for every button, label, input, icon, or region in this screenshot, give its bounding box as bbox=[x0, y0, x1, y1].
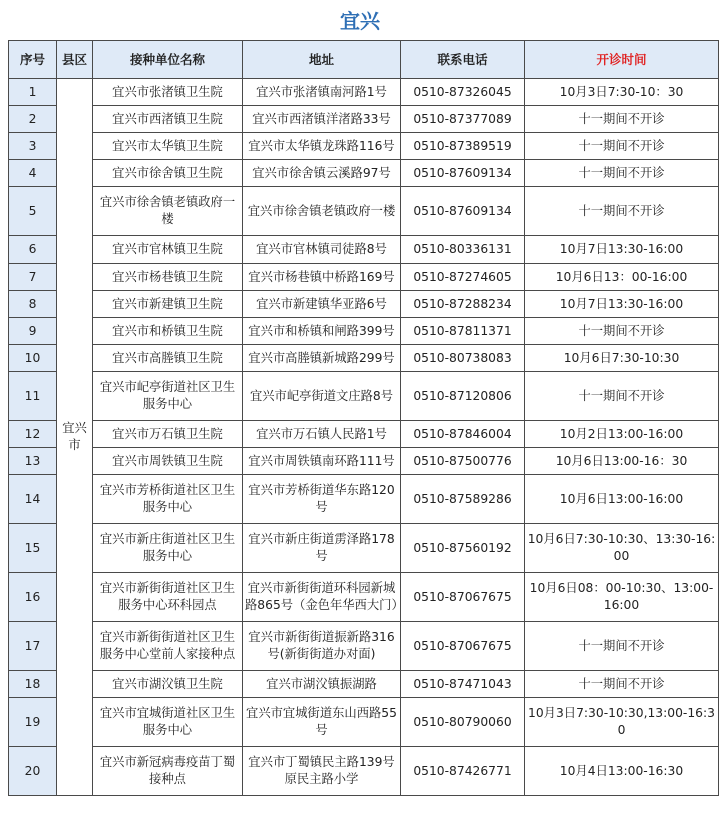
phone-cell: 0510-87274605 bbox=[401, 264, 525, 291]
table-row bbox=[9, 264, 719, 291]
phone-cell: 0510-87609134 bbox=[401, 160, 525, 187]
address-cell: 宜兴市新建镇华亚路6号 bbox=[243, 291, 401, 318]
header-county: 县区 bbox=[57, 41, 93, 79]
hours-cell: 10月3日7:30-10:30,13:00-16:30 bbox=[525, 698, 719, 747]
phone-cell: 0510-80336131 bbox=[401, 236, 525, 264]
address-cell: 宜兴市新街街道环科园新城路865号（金色年华西大门） bbox=[243, 573, 401, 622]
table-row bbox=[9, 747, 719, 796]
unit-name-cell: 宜兴市杨巷镇卫生院 bbox=[93, 264, 243, 291]
address-cell: 宜兴市湖㳇镇振湖路 bbox=[243, 671, 401, 698]
hours-cell: 10月6日7:30-10:30 bbox=[525, 345, 719, 372]
row-number-cell: 6 bbox=[9, 236, 57, 264]
address-cell: 宜兴市西渚镇洋渚路33号 bbox=[243, 106, 401, 133]
address-cell: 宜兴市新庄街道雳泽路178号 bbox=[243, 524, 401, 573]
phone-cell: 0510-87811371 bbox=[401, 318, 525, 345]
unit-name-cell: 宜兴市和桥镇卫生院 bbox=[93, 318, 243, 345]
phone-cell: 0510-87377089 bbox=[401, 106, 525, 133]
address-cell: 宜兴市和桥镇和闸路399号 bbox=[243, 318, 401, 345]
phone-cell: 0510-87389519 bbox=[401, 133, 525, 160]
row-number-cell: 17 bbox=[9, 622, 57, 671]
unit-name-cell: 宜兴市西渚镇卫生院 bbox=[93, 106, 243, 133]
unit-name-cell: 宜兴市新街街道社区卫生服务中心堂前人家接种点 bbox=[93, 622, 243, 671]
phone-cell: 0510-87846004 bbox=[401, 421, 525, 448]
table-row bbox=[9, 421, 719, 448]
hours-cell: 十一期间不开诊 bbox=[525, 671, 719, 698]
phone-cell: 0510-87426771 bbox=[401, 747, 525, 796]
address-cell: 宜兴市芳桥街道华东路120号 bbox=[243, 475, 401, 524]
unit-name-cell: 宜兴市芳桥街道社区卫生服务中心 bbox=[93, 475, 243, 524]
row-number-cell: 9 bbox=[9, 318, 57, 345]
table-row bbox=[9, 106, 719, 133]
header-unit-name: 接种单位名称 bbox=[93, 41, 243, 79]
row-number-cell: 2 bbox=[9, 106, 57, 133]
hours-cell: 10月4日13:00-16:30 bbox=[525, 747, 719, 796]
row-number-cell: 12 bbox=[9, 421, 57, 448]
county-cell: 宜兴市 bbox=[57, 79, 93, 796]
phone-cell: 0510-80790060 bbox=[401, 698, 525, 747]
unit-name-cell: 宜兴市太华镇卫生院 bbox=[93, 133, 243, 160]
phone-cell: 0510-80738083 bbox=[401, 345, 525, 372]
address-cell: 宜兴市太华镇龙珠路116号 bbox=[243, 133, 401, 160]
address-cell: 宜兴市徐舍镇老镇政府一楼 bbox=[243, 187, 401, 236]
address-cell: 宜兴市张渚镇南河路1号 bbox=[243, 79, 401, 106]
address-cell: 宜兴市宜城街道东山西路55号 bbox=[243, 698, 401, 747]
header-no: 序号 bbox=[9, 41, 57, 79]
phone-cell: 0510-87471043 bbox=[401, 671, 525, 698]
table-row bbox=[9, 573, 719, 622]
unit-name-cell: 宜兴市周铁镇卫生院 bbox=[93, 448, 243, 475]
table-row bbox=[9, 372, 719, 421]
phone-cell: 0510-87500776 bbox=[401, 448, 525, 475]
phone-cell: 0510-87560192 bbox=[401, 524, 525, 573]
row-number-cell: 15 bbox=[9, 524, 57, 573]
row-number-cell: 4 bbox=[9, 160, 57, 187]
table-row bbox=[9, 671, 719, 698]
hours-cell: 十一期间不开诊 bbox=[525, 622, 719, 671]
unit-name-cell: 宜兴市张渚镇卫生院 bbox=[93, 79, 243, 106]
unit-name-cell: 宜兴市宜城街道社区卫生服务中心 bbox=[93, 698, 243, 747]
hours-cell: 10月7日13:30-16:00 bbox=[525, 236, 719, 264]
unit-name-cell: 宜兴市湖㳇镇卫生院 bbox=[93, 671, 243, 698]
phone-cell: 0510-87067675 bbox=[401, 622, 525, 671]
table-row bbox=[9, 318, 719, 345]
row-number-cell: 8 bbox=[9, 291, 57, 318]
address-cell: 宜兴市屺亭街道文庄路8号 bbox=[243, 372, 401, 421]
unit-name-cell: 宜兴市万石镇卫生院 bbox=[93, 421, 243, 448]
row-number-cell: 19 bbox=[9, 698, 57, 747]
hours-cell: 10月6日13:00-16:00 bbox=[525, 475, 719, 524]
table-row bbox=[9, 187, 719, 236]
row-number-cell: 13 bbox=[9, 448, 57, 475]
table-row bbox=[9, 698, 719, 747]
table-row bbox=[9, 524, 719, 573]
address-cell: 宜兴市杨巷镇中桥路169号 bbox=[243, 264, 401, 291]
page-title: 宜兴 bbox=[340, 9, 380, 33]
row-number-cell: 11 bbox=[9, 372, 57, 421]
hours-cell: 十一期间不开诊 bbox=[525, 106, 719, 133]
hours-cell: 10月6日08：00-10:30、13:00-16:00 bbox=[525, 573, 719, 622]
hours-cell: 10月7日13:30-16:00 bbox=[525, 291, 719, 318]
row-number-cell: 16 bbox=[9, 573, 57, 622]
hours-cell: 十一期间不开诊 bbox=[525, 133, 719, 160]
address-cell: 宜兴市周铁镇南环路111号 bbox=[243, 448, 401, 475]
row-number-cell: 14 bbox=[9, 475, 57, 524]
address-cell: 宜兴市官林镇司徒路8号 bbox=[243, 236, 401, 264]
hours-cell: 十一期间不开诊 bbox=[525, 318, 719, 345]
unit-name-cell: 宜兴市新建镇卫生院 bbox=[93, 291, 243, 318]
table-row bbox=[9, 160, 719, 187]
hours-cell: 10月6日7:30-10:30、13:30-16:00 bbox=[525, 524, 719, 573]
table-row bbox=[9, 622, 719, 671]
table-row bbox=[9, 291, 719, 318]
table-row bbox=[9, 475, 719, 524]
row-number-cell: 7 bbox=[9, 264, 57, 291]
address-cell: 宜兴市万石镇人民路1号 bbox=[243, 421, 401, 448]
table-row bbox=[9, 345, 719, 372]
phone-cell: 0510-87326045 bbox=[401, 79, 525, 106]
table-row bbox=[9, 448, 719, 475]
row-number-cell: 20 bbox=[9, 747, 57, 796]
clinic-table bbox=[8, 40, 719, 796]
header-phone: 联系电话 bbox=[401, 41, 525, 79]
address-cell: 宜兴市丁蜀镇民主路139号原民主路小学 bbox=[243, 747, 401, 796]
phone-cell: 0510-87288234 bbox=[401, 291, 525, 318]
unit-name-cell: 宜兴市高塍镇卫生院 bbox=[93, 345, 243, 372]
unit-name-cell: 宜兴市新冠病毒疫苗丁蜀接种点 bbox=[93, 747, 243, 796]
table-row bbox=[9, 79, 719, 106]
unit-name-cell: 宜兴市新庄街道社区卫生服务中心 bbox=[93, 524, 243, 573]
row-number-cell: 1 bbox=[9, 79, 57, 106]
row-number-cell: 18 bbox=[9, 671, 57, 698]
header-address: 地址 bbox=[243, 41, 401, 79]
hours-cell: 十一期间不开诊 bbox=[525, 160, 719, 187]
unit-name-cell: 宜兴市官林镇卫生院 bbox=[93, 236, 243, 264]
unit-name-cell: 宜兴市徐舍镇老镇政府一楼 bbox=[93, 187, 243, 236]
row-number-cell: 5 bbox=[9, 187, 57, 236]
hours-cell: 10月6日13:00-16：30 bbox=[525, 448, 719, 475]
phone-cell: 0510-87120806 bbox=[401, 372, 525, 421]
hours-cell: 十一期间不开诊 bbox=[525, 187, 719, 236]
header-row bbox=[9, 41, 719, 79]
unit-name-cell: 宜兴市新街街道社区卫生服务中心环科园点 bbox=[93, 573, 243, 622]
table-body bbox=[9, 79, 719, 796]
unit-name-cell: 宜兴市屺亭街道社区卫生服务中心 bbox=[93, 372, 243, 421]
unit-name-cell: 宜兴市徐舍镇卫生院 bbox=[93, 160, 243, 187]
row-number-cell: 10 bbox=[9, 345, 57, 372]
phone-cell: 0510-87589286 bbox=[401, 475, 525, 524]
hours-cell: 10月2日13:00-16:00 bbox=[525, 421, 719, 448]
row-number-cell: 3 bbox=[9, 133, 57, 160]
hours-cell: 十一期间不开诊 bbox=[525, 372, 719, 421]
hours-cell: 10月6日13：00-16:00 bbox=[525, 264, 719, 291]
table-row bbox=[9, 236, 719, 264]
phone-cell: 0510-87067675 bbox=[401, 573, 525, 622]
phone-cell: 0510-87609134 bbox=[401, 187, 525, 236]
address-cell: 宜兴市新街街道振新路316号(新街街道办对面) bbox=[243, 622, 401, 671]
header-hours: 开诊时间 bbox=[525, 41, 719, 79]
address-cell: 宜兴市高塍镇新城路299号 bbox=[243, 345, 401, 372]
table-row bbox=[9, 133, 719, 160]
hours-cell: 10月3日7:30-10：30 bbox=[525, 79, 719, 106]
address-cell: 宜兴市徐舍镇云溪路97号 bbox=[243, 160, 401, 187]
